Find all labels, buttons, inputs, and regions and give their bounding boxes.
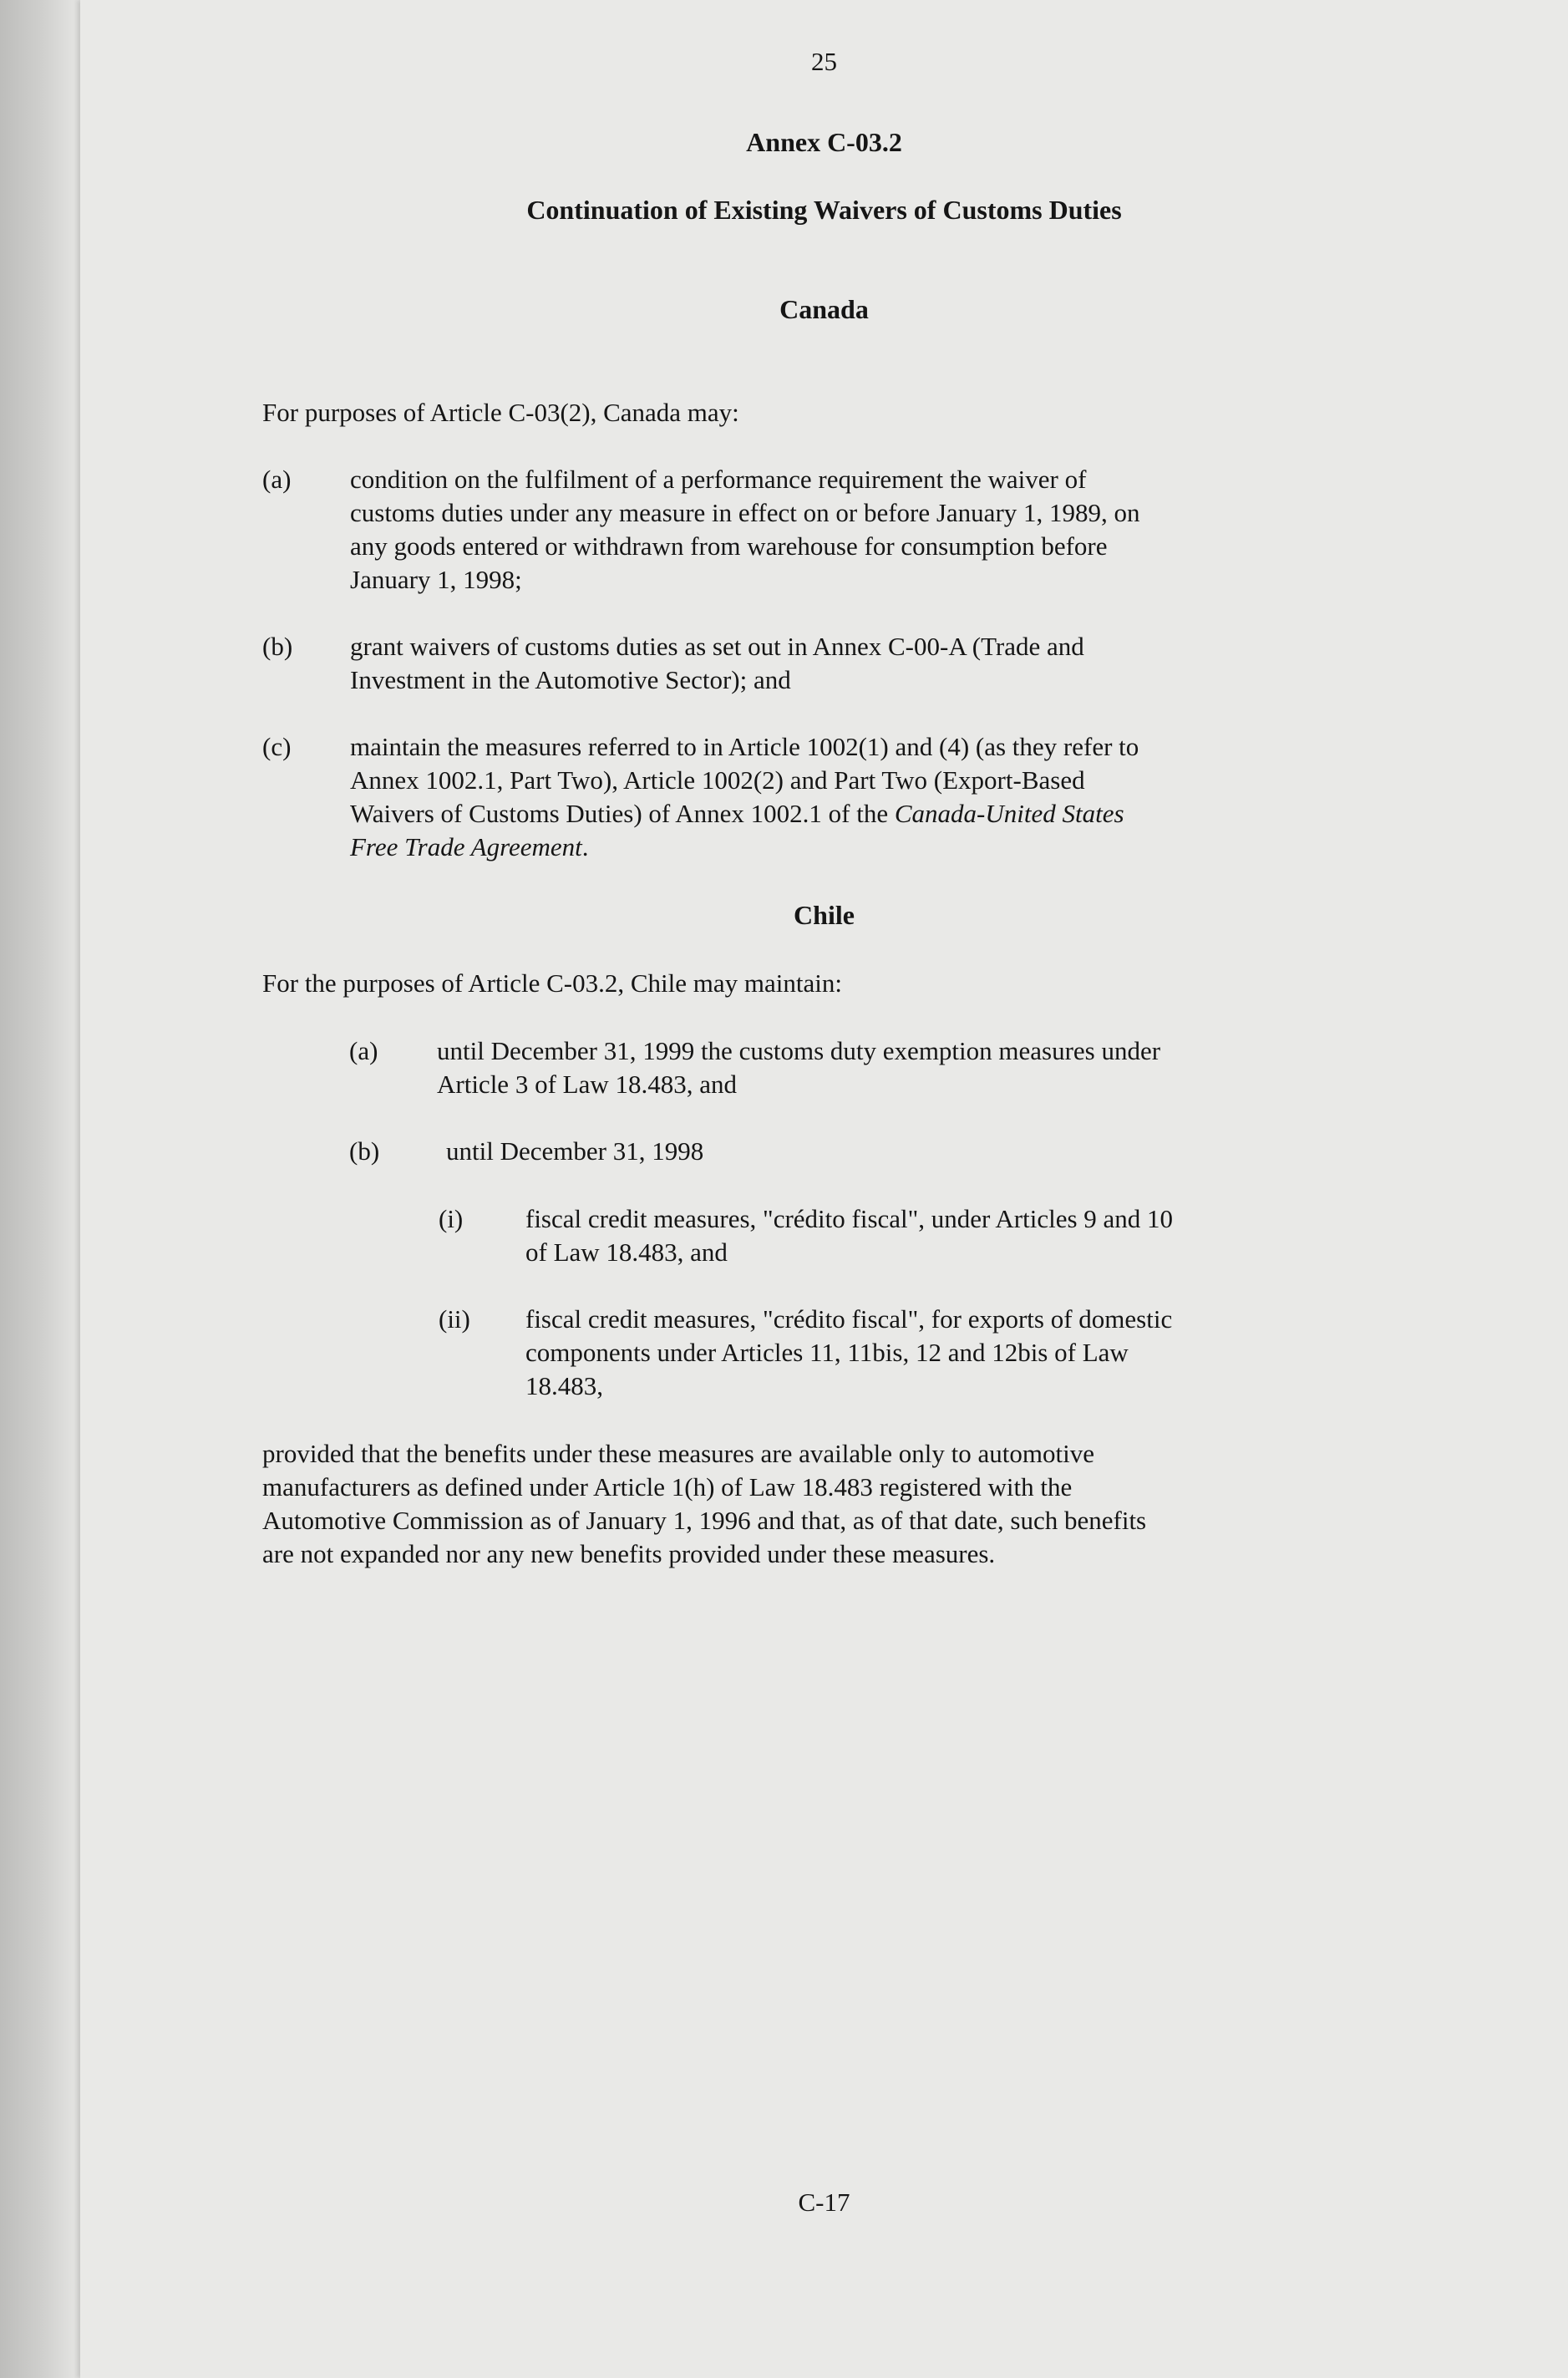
annex-subtitle: Continuation of Existing Waivers of Customs Duties — [526, 195, 1122, 225]
canada-item-b-label: (b) — [262, 632, 293, 661]
chile-item-b-text: until December 31, 1998 — [446, 1136, 704, 1166]
text-line: grant waivers of customs duties as set out in Annex C-00-A (Trade and — [350, 632, 1084, 661]
text-line: Annex 1002.1, Part Two), Article 1002(2) and Part Two (Export-Based — [350, 765, 1085, 795]
book-binding — [0, 0, 92, 2378]
text-line: of Law 18.483, and — [525, 1237, 728, 1267]
text-line: Article 3 of Law 18.483, and — [437, 1070, 737, 1099]
text-line: Investment in the Automotive Sector); and — [350, 665, 791, 694]
text-fragment: . — [581, 832, 589, 861]
text-line: are not expanded nor any new benefits provided under these measures. — [262, 1539, 996, 1568]
text-line: maintain the measures referred to in Article 1002(1) and (4) (as they refer to — [350, 732, 1139, 761]
canada-heading: Canada — [779, 294, 869, 324]
page-number-bottom: C-17 — [798, 2187, 850, 2217]
chile-sub-i-label: (i) — [439, 1204, 464, 1233]
text-line: until December 31, 1999 the customs duty exemption measures under — [437, 1036, 1161, 1065]
chile-sub-i-text — [525, 1202, 1173, 1269]
text-line: Automotive Commission as of January 1, 1996 and that, as of that date, such benefits — [262, 1506, 1147, 1535]
agreement-title-part-2: Free Trade Agreement — [350, 832, 582, 861]
canada-item-a-label: (a) — [262, 465, 292, 494]
chile-sub-ii-text — [525, 1303, 1172, 1403]
text-line — [350, 797, 1139, 831]
chile-intro: For the purposes of Article C-03.2, Chile may maintain: — [262, 968, 842, 998]
text-line: provided that the benefits under these measures are available only to automotive — [262, 1439, 1094, 1468]
text-line: fiscal credit measures, "crédito fiscal", under Articles 9 and 10 — [525, 1204, 1174, 1233]
canada-item-c-text — [350, 730, 1139, 864]
chile-sub-ii-label: (ii) — [439, 1304, 470, 1334]
text-line: any goods entered or withdrawn from warehouse for consumption before — [350, 531, 1108, 561]
text-fragment: Waivers of Customs Duties) of Annex 1002.1 of the — [350, 799, 895, 828]
text-line: customs duties under any measure in effect on or before January 1, 1989, on — [350, 498, 1140, 527]
canada-item-a-text — [350, 463, 1140, 597]
chile-item-a-text — [437, 1034, 1160, 1101]
text-line: components under Articles 11, 11bis, 12 and 12bis of Law — [525, 1338, 1129, 1367]
canada-item-c-label: (c) — [262, 732, 292, 761]
annex-title: Annex C-03.2 — [746, 127, 902, 157]
chile-heading: Chile — [794, 900, 855, 930]
chile-item-b-label: (b) — [349, 1136, 380, 1166]
canada-intro: For purposes of Article C-03(2), Canada may: — [262, 398, 739, 427]
text-line: condition on the fulfilment of a performance requirement the waiver of — [350, 465, 1087, 494]
chile-proviso — [262, 1437, 1146, 1571]
chile-item-a-label: (a) — [349, 1036, 378, 1065]
page-number-top: 25 — [811, 47, 837, 76]
document-page — [80, 0, 1568, 2378]
text-line: 18.483, — [525, 1371, 603, 1400]
text-line — [350, 831, 1139, 864]
text-line: fiscal credit measures, "crédito fiscal", for exports of domestic — [525, 1304, 1173, 1334]
text-line: January 1, 1998; — [350, 565, 522, 594]
agreement-title-part-1: Canada-United States — [894, 799, 1124, 828]
canada-item-b-text — [350, 630, 1084, 697]
text-line: manufacturers as defined under Article 1(h) of Law 18.483 registered with the — [262, 1472, 1073, 1501]
